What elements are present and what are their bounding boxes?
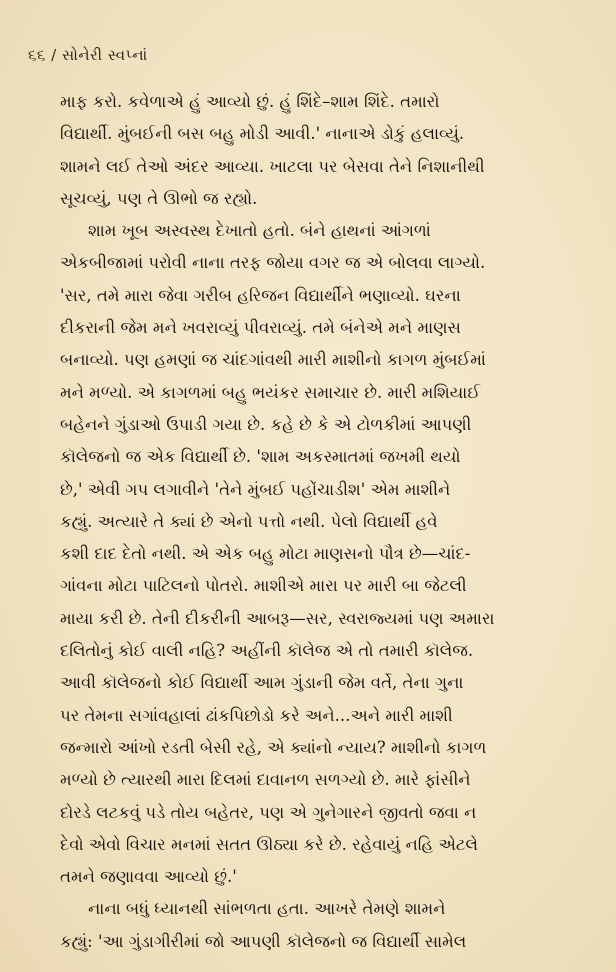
text-line: માફ કરો. કવેળાએ હું આવ્યો છું. હું શિંદે–શામ શિંદે. તમારો	[60, 92, 440, 111]
text-line: કહ્યું. અત્યારે તે ક્યાં છે એનો પત્તો નથી. પેલો વિદ્યાર્થી હવે	[60, 511, 438, 531]
text-line: વિદ્યાર્થી. મુંબઈની બસ બહુ મોડી આવી.' નાનાએ ડોકું હલાવ્યું.	[60, 124, 465, 144]
text-line: દેવો એવો વિચાર મનમાં સતત ઊઠ્યા કરે છે. રહેવાયું નહિ એટલે	[60, 834, 478, 854]
text-line: દોરડે લટકવું પડે તોય બહેતર, પણ એ ગુનેગારને જીવતો જવા ન	[60, 802, 477, 822]
body-text	[60, 86, 580, 958]
text-line: માયા કરી છે. તેની દીકરીની આબરૂ—સર, સ્વરાજ્યમાં પણ અમારા	[60, 608, 495, 628]
book-title: સોનેરી સ્વપ્નાં	[61, 46, 148, 64]
text-line: શામને લઈ તેઓ અંદર આવ્યા. ખાટલા પર બેસવા તેને નિશાનીથી	[60, 156, 485, 176]
text-line: એકબીજામાં પરોવી નાના તરફ જોયા વગર જ એ બોલવા લાગ્યો.	[60, 253, 486, 273]
text-line: આવી કૉલેજનો કોઈ વિદ્યાર્થી આમ ગુંડાની જેમ વર્તે, તેના ગુના	[60, 673, 464, 693]
text-line: બનાવ્યો. પણ હમણાં જ ચાંદગાંવથી મારી માશીનો કાગળ મુંબઈમાં	[60, 350, 486, 370]
text-line: સૂચવ્યું, પણ તે ઊભો જ રહ્યો.	[60, 188, 258, 208]
text-line: મને મળ્યો. એ કાગળમાં બહુ ભયંકર સમાચાર છે. મારી મશિયાઈ	[60, 382, 481, 402]
text-line: તમને જણાવવા આવ્યો છું.'	[60, 867, 237, 887]
text-line: પર તેમના સગાંવહાલાં ઢાંકપિછોડો કરે અને...અને મારી માશી	[60, 705, 453, 725]
page-header	[28, 46, 148, 64]
page-number: ૬૬	[28, 46, 46, 64]
text-line: ગાંવના મોટા પાટિલનો પોતરો. માશીએ મારા પર મારી બા જેટલી	[60, 576, 467, 596]
text-line: દલિતોનું કોઈ વાલી નહિ? અહીંની કૉલેજ એ તો તમારી કૉલેજ.	[60, 641, 474, 661]
text-line: કૉલેજનો જ એક વિદ્યાર્થી છે. 'શામ અકસ્માતમાં જખમી થયો	[60, 447, 461, 467]
text-line: કશી દાદ દેતો નથી. એ એક બહુ મોટા માણસનો પૌત્ર છે—ચાંદ-	[60, 544, 471, 564]
text-line: શામ ખૂબ અસ્વસ્થ દેખાતો હતો. બંને હાથનાં આંગળાં	[88, 221, 431, 241]
header-separator: /	[51, 46, 57, 64]
text-line: કહ્યું: 'આ ગુંડાગીરીમાં જો આપણી કૉલેજનો જ વિદ્યાર્થી સામેલ	[60, 931, 467, 951]
text-line: મળ્યો છે ત્યારથી મારા દિલમાં દાવાનળ સળગ્યો છે. મારે ફાંસીને	[60, 770, 471, 790]
text-line: બહેનને ગુંડાઓ ઉપાડી ગયા છે. કહે છે કે એ ટોળકીમાં આપણી	[60, 414, 472, 434]
text-line: 'સર, તમે મારા જેવા ગરીબ હરિજન વિદ્યાર્થીને ભણાવ્યો. ઘરના	[60, 285, 461, 305]
text-line: દીકરાની જેમ મને ખવરાવ્યું પીવરાવ્યું. તમે બંનેએ મને માણસ	[60, 318, 461, 338]
text-line: જન્મારો આંખો રડતી બેસી રહે, એ ક્યાંનો ન્યાય? માશીનો કાગળ	[60, 737, 487, 757]
text-line: છે,' એવી ગપ લગાવીને 'તેને મુંબઈ પહોંચાડીશ' એમ માશીને	[60, 479, 451, 499]
text-line: નાના બધું ધ્યાનથી સાંભળતા હતા. આખરે તેમણે શામને	[88, 899, 446, 919]
